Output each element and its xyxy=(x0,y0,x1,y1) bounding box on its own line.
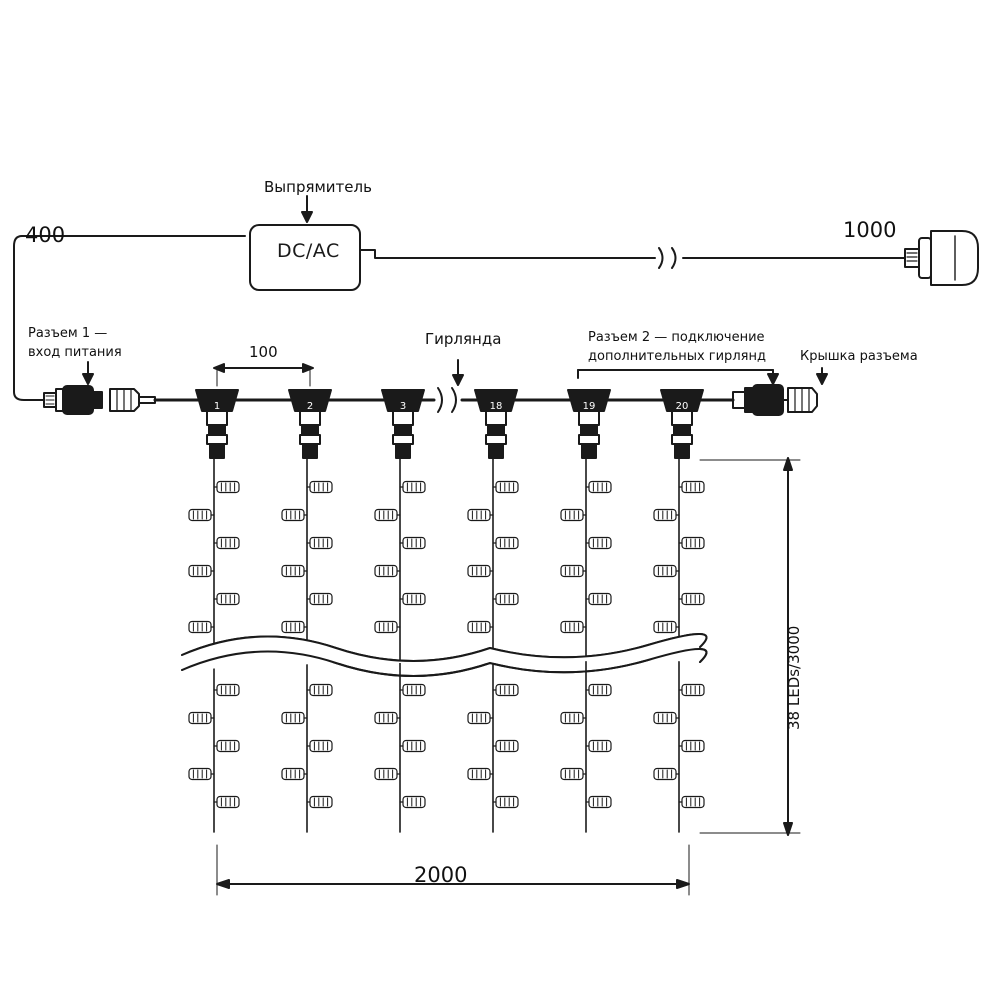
strand-node xyxy=(568,390,610,832)
strand-number: 3 xyxy=(399,401,407,412)
label-lead-left: 400 xyxy=(25,223,66,247)
strand-node xyxy=(475,390,517,832)
power-lead-left xyxy=(14,236,245,400)
power-lead-right xyxy=(360,248,905,268)
label-rectifier: Выпрямитель xyxy=(264,178,372,196)
connector-cap-pointer xyxy=(817,368,827,384)
strand-node xyxy=(661,390,703,832)
strand-node xyxy=(289,390,331,832)
label-connector-1-line2: вход питания xyxy=(28,345,122,360)
strand-node xyxy=(382,390,424,832)
strand-number: 19 xyxy=(582,401,596,412)
label-connector-cap: Крышка разъема xyxy=(800,349,918,364)
mains-plug xyxy=(905,231,978,285)
strand-number: 1 xyxy=(213,401,221,412)
connector-2 xyxy=(733,385,783,415)
strand-number: 20 xyxy=(675,401,689,412)
rectifier-pointer xyxy=(302,196,312,222)
label-height: 38 LEDs/3000 xyxy=(785,625,803,730)
connector-1-pointer xyxy=(83,362,93,384)
strand-node-group xyxy=(196,390,703,832)
label-spacing: 100 xyxy=(249,343,278,361)
strand-number: 2 xyxy=(306,401,314,412)
strand-node xyxy=(196,390,238,832)
label-width: 2000 xyxy=(414,863,468,887)
label-connector-2-line2: дополнительных гирлянд xyxy=(588,349,766,364)
garland-bus xyxy=(155,388,733,412)
label-connector-2-line1: Разъем 2 — подключение xyxy=(588,330,765,345)
label-connector-1-line1: Разъем 1 — xyxy=(28,326,108,341)
connector-cap xyxy=(783,388,817,412)
connector-2-pointer xyxy=(578,370,778,384)
label-lead-right: 1000 xyxy=(843,218,897,242)
label-dcac: DC/AC xyxy=(277,240,340,262)
garland-pointer xyxy=(453,360,463,385)
strand-number: 18 xyxy=(489,401,503,412)
dimension-spacing xyxy=(214,364,313,386)
label-garland: Гирлянда xyxy=(425,330,502,348)
connector-1-socket xyxy=(110,389,155,411)
